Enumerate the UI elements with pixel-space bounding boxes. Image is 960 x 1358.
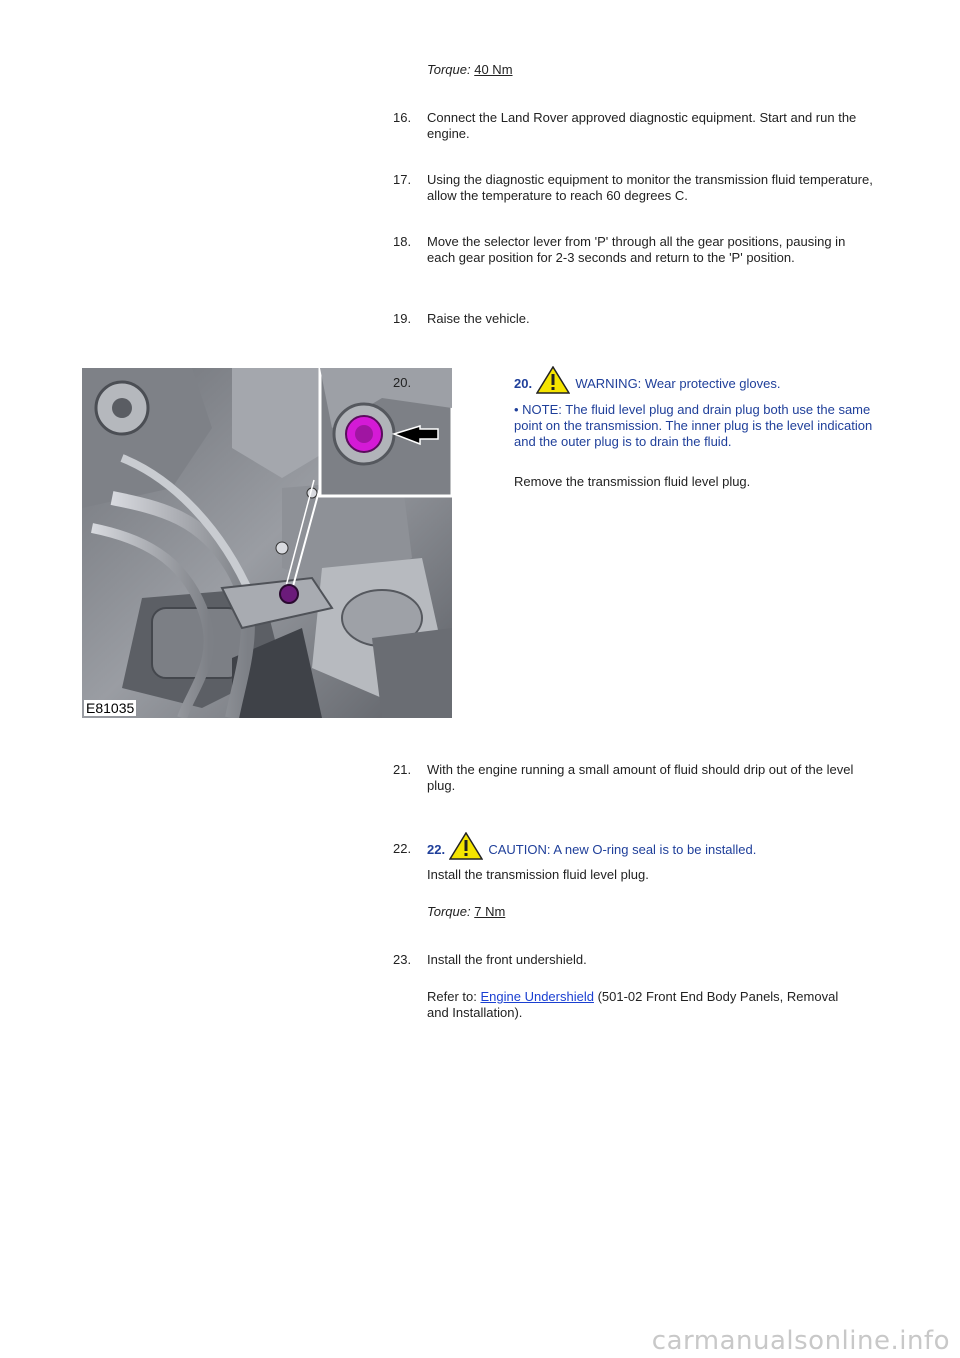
torque-value: 7 Nm xyxy=(474,904,506,919)
engine-undershield-link[interactable]: Engine Undershield xyxy=(480,989,594,1004)
step-text-18: Move the selector lever from 'P' through all the gear positions, pausing in each gear position for 2-3 seconds and return to the 'P' position. xyxy=(427,234,846,265)
step-text-16: Connect the Land Rover approved diagnostic equipment. Start and run the engine. xyxy=(427,110,857,141)
transmission-figure xyxy=(82,368,452,718)
refer-suffix: (501-02 Front End Body Panels, Removal and Installation). xyxy=(427,989,839,1020)
step-number-16: 16. xyxy=(393,110,412,125)
torque-value: 40 Nm xyxy=(474,62,513,77)
step-22-torque xyxy=(427,904,877,920)
caution-icon xyxy=(449,832,483,864)
warning-text: WARNING: Wear protective gloves. xyxy=(575,376,781,391)
step-20-text: Remove the transmission fluid level plug. xyxy=(514,474,751,489)
warning-icon xyxy=(536,366,570,398)
step-number-21: 21. xyxy=(393,762,412,777)
step-number-20: 20. xyxy=(393,375,412,390)
refer-prefix: Refer to: xyxy=(427,989,477,1004)
step-22-bold-number: 22. xyxy=(427,842,446,857)
top-torque xyxy=(427,62,513,78)
step-23-refer xyxy=(427,989,857,1021)
step-number-22: 22. xyxy=(393,841,412,856)
watermark: carmanualsonline.info xyxy=(651,1326,950,1356)
step-number-17: 17. xyxy=(393,172,412,187)
fluid-level-plug-marker xyxy=(280,585,298,603)
step-text-17: Using the diagnostic equipment to monitor the transmission fluid temperature, allow the temperature to reach 60 degrees C. xyxy=(427,172,873,203)
caution-text: CAUTION: A new O-ring seal is to be installed. xyxy=(488,842,757,857)
torque-label: Torque: xyxy=(427,62,471,77)
step-text-22: Install the transmission fluid level plug. xyxy=(427,867,649,882)
engine-illustration xyxy=(82,368,452,718)
step-number-18: 18. xyxy=(393,234,412,249)
step-number-19: 19. xyxy=(393,311,412,326)
step-20-bold-number: 20. xyxy=(514,376,533,391)
step-20-warning xyxy=(514,366,874,398)
step-20-note: • NOTE: The fluid level plug and drain plug both use the same point on the transmission. The inner plug is the level indication and the outer plug is to drain the fluid. xyxy=(514,402,873,449)
figure-label: E81035 xyxy=(86,700,135,716)
step-text-21: With the engine running a small amount of fluid should drip out of the level plug. xyxy=(427,762,854,793)
step-number-23: 23. xyxy=(393,952,412,967)
step-22-caution xyxy=(427,832,877,864)
torque-label: Torque: xyxy=(427,904,471,919)
step-text-19: Raise the vehicle. xyxy=(427,311,530,326)
step-text-23: Install the front undershield. xyxy=(427,952,587,967)
